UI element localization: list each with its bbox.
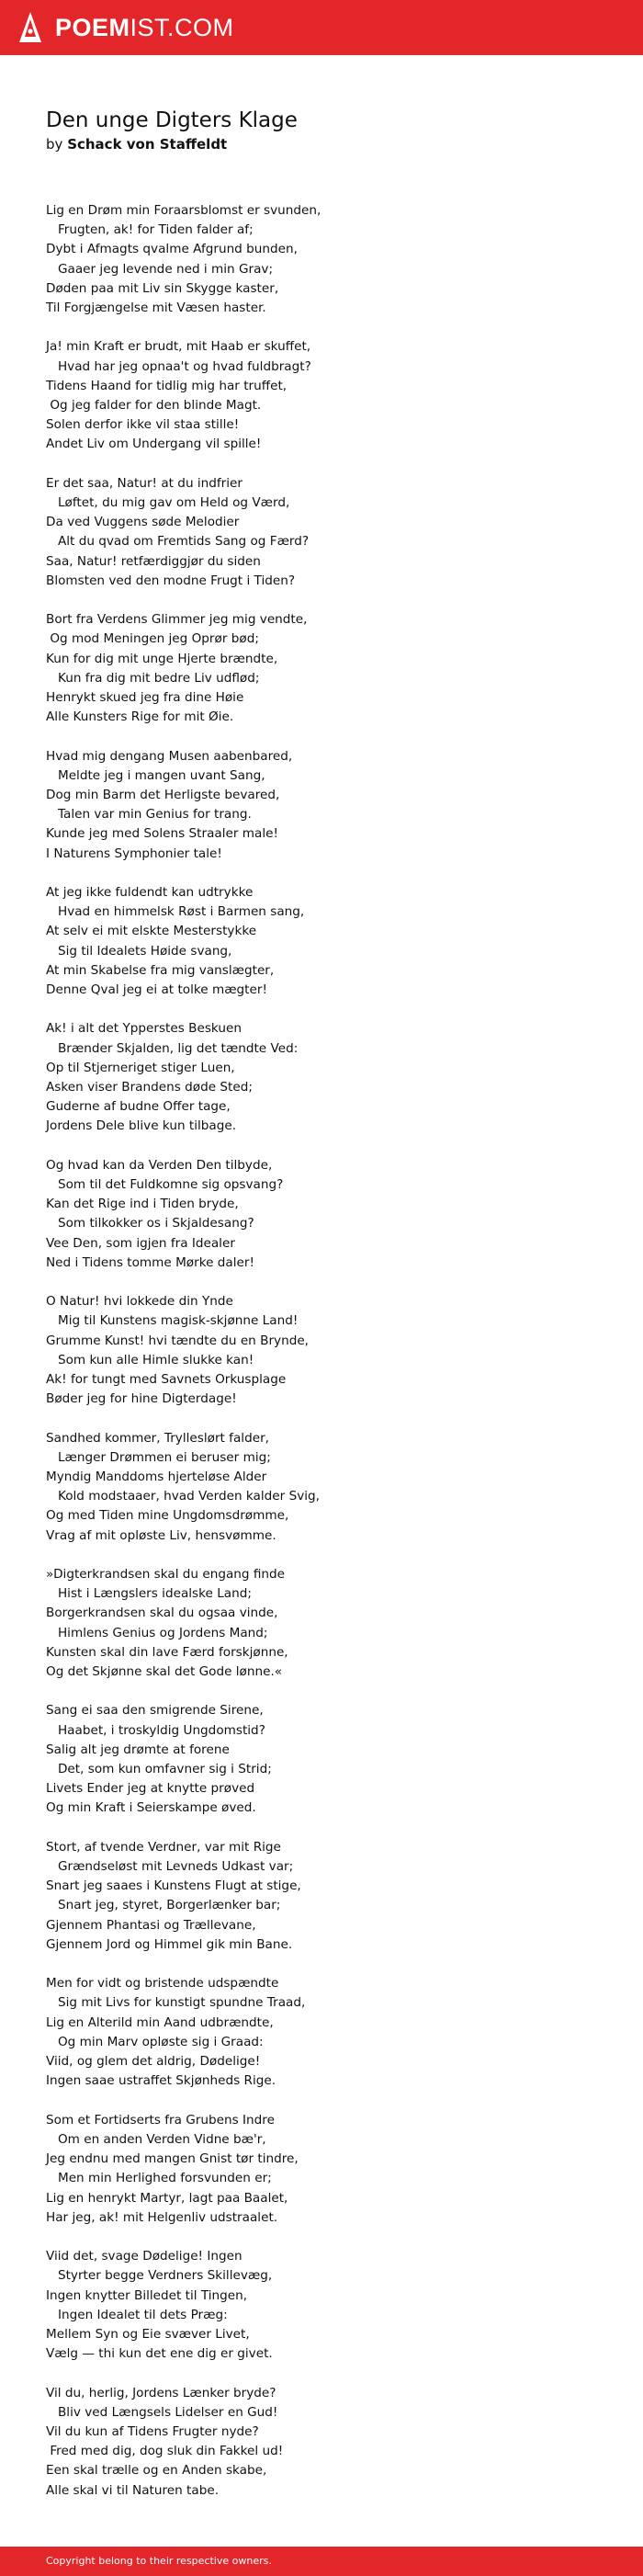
poem-line: Ned i Tidens tomme Mørke daler! — [46, 1254, 254, 1270]
poem-line: Kold modstaaer, hvad Verden kalder Svig, — [46, 1489, 320, 1504]
poem-line: Men for vidt og bristende udspændte — [46, 1976, 279, 1992]
poem-line: Henrykt skued jeg fra dine Høie — [46, 690, 244, 706]
site-footer — [0, 2547, 643, 2576]
poem-line: Hist i Længslers idealske Land; — [46, 1586, 252, 1602]
byline — [46, 135, 606, 153]
poem-line: Da ved Vuggens søde Melodier — [46, 515, 240, 530]
poem-line: Snart jeg, styret, Borgerlænker bar; — [46, 1898, 281, 1913]
poem-line: Borgerkrandsen skal du ogsaa vinde, — [46, 1606, 278, 1621]
poem-line: Sandhed kommer, Trylleslørt falder, — [46, 1430, 269, 1446]
poem-line: Viid, og glem det aldrig, Dødelige! — [46, 2054, 261, 2070]
poem-line: Døden paa mit Liv sin Skygge kaster, — [46, 280, 279, 296]
poem-line: Bøder jeg for hine Digterdage! — [46, 1391, 237, 1407]
copyright-notice: Copyright belong to their respective owners. — [46, 2555, 272, 2567]
poem-line: Dybt i Afmagts qvalme Afgrund bunden, — [46, 242, 298, 257]
poem-stanza — [46, 474, 606, 591]
poem-line: Jordens Dele blive kun tilbage. — [46, 1118, 237, 1134]
poem-stanza — [46, 610, 606, 727]
poem-stanza — [46, 1565, 606, 1682]
poem-line: Og med Tiden mine Ungdomsdrømme, — [46, 1508, 289, 1524]
poem-line: Brænder Skjalden, lig det tændte Ved: — [46, 1040, 299, 1056]
poem-line: Længer Drømmen ei beruser mig; — [46, 1449, 271, 1465]
poem-line: Grumme Kunst! hvi tændte du en Brynde, — [46, 1333, 310, 1348]
poem-line: Tidens Haand for tidlig mig har truffet, — [46, 378, 288, 393]
poem-line: Styrter begge Verdners Skillevæg, — [46, 2268, 273, 2284]
poem-line: Bliv ved Længsels Lidelser en Gud! — [46, 2404, 278, 2420]
poem-line: Kunsten skal din lave Færd forskjønne, — [46, 1644, 288, 1660]
poem-line: Alle skal vi til Naturen tabe. — [46, 2482, 220, 2498]
site-logo-text[interactable]: POEMIST.COM — [55, 14, 234, 41]
poem-line: Myndig Manddoms hjerteløse Alder — [46, 1470, 267, 1485]
poem-line: Ja! min Kraft er brudt, mit Haab er skuffet, — [46, 339, 311, 355]
poem-line: Alle Kunsters Rige for mit Øie. — [46, 709, 234, 725]
poem-line: O Natur! hvi lokkede din Ynde — [46, 1294, 233, 1310]
poem-line: Ingen knytter Billedet til Tingen, — [46, 2287, 248, 2303]
author-name[interactable]: Schack von Staffeldt — [67, 136, 228, 153]
poem-line: Lig en Alterild min Aand udbrændte, — [46, 2014, 274, 2030]
poem-line: Som tilkokker os i Skjaldesang? — [46, 1216, 254, 1231]
poem-line: At min Skabelse fra mig vanslægter, — [46, 962, 275, 978]
poem-stanza — [46, 883, 606, 1000]
poem-line: Og min Kraft i Seierskampe øved. — [46, 1800, 256, 1816]
poem-line: At selv ei mit elskte Mesterstykke — [46, 924, 257, 939]
poem-stanza — [46, 747, 606, 864]
poem-line: Kun fra dig mit bedre Liv udflød; — [46, 670, 260, 686]
poem-line: Guderne af budne Offer tage, — [46, 1099, 231, 1115]
poem-line: Grændseløst mit Levneds Udkast var; — [46, 1859, 294, 1875]
poem-line: Bort fra Verdens Glimmer jeg mig vendte, — [46, 612, 308, 628]
poem-line: Vil du kun af Tidens Frugter nyde? — [46, 2423, 259, 2439]
poem-stanza — [46, 201, 606, 318]
poem-line: Denne Qval jeg ei at tolke mægter! — [46, 982, 267, 998]
poem-line: Dog min Barm det Herligste bevared, — [46, 788, 280, 803]
poem-line: Og min Marv opløste sig i Graad: — [46, 2034, 264, 2049]
poem-line: Frugten, ak! for Tiden falder af; — [46, 222, 254, 238]
poem-stanza — [46, 1701, 606, 1818]
poem-stanza — [46, 1974, 606, 2091]
poem-line: Gaaer jeg levende ned i min Grav; — [46, 261, 274, 277]
poem-line: Saa, Natur! retfærdiggjør du siden — [46, 553, 261, 569]
poem-stanza — [46, 2247, 606, 2364]
poem-line: Stort, af tvende Verdner, var mit Rige — [46, 1839, 281, 1855]
poem-line: Gjennem Jord og Himmel gik min Bane. — [46, 1936, 293, 1952]
poem-line: Kunde jeg med Solens Straaler male! — [46, 826, 278, 842]
poem-line: Det, som kun omfavner sig i Strid; — [46, 1762, 272, 1777]
poem-line: Har jeg, ak! mit Helgenliv udstraalet. — [46, 2209, 278, 2225]
poem-line: Hvad en himmelsk Røst i Barmen sang, — [46, 904, 305, 920]
poem-line: Hvad har jeg opnaa't og hvad fuldbragt? — [46, 358, 311, 374]
poem-line: Sang ei saa den smigrende Sirene, — [46, 1703, 264, 1719]
poem-line: Ingen Idealet til dets Præg: — [46, 2307, 228, 2322]
poem-line: Er det saa, Natur! at du indfrier — [46, 475, 243, 491]
poem-line: Himlens Genius og Jordens Mand; — [46, 1625, 268, 1640]
poem-line: Andet Liv om Undergang vil spille! — [46, 437, 262, 452]
poem-stanza — [46, 1156, 606, 1273]
quill-logo-icon[interactable] — [18, 11, 42, 44]
poem-line: Alt du qvad om Fremtids Sang og Færd? — [46, 534, 310, 550]
poem-line: Vrag af mit opløste Liv, hensvømme. — [46, 1527, 276, 1543]
poem-line: Salig alt jeg drømte at forene — [46, 1742, 230, 1757]
poem-stanza — [46, 1292, 606, 1409]
poem-line: Ak! for tungt med Savnets Orkusplage — [46, 1372, 287, 1388]
poem-line: Op til Stjerneriget stiger Luen, — [46, 1060, 235, 1075]
poem-line: Meldte jeg i mangen uvant Sang, — [46, 767, 265, 783]
poem-line: Til Forgjængelse mit Væsen haster. — [46, 301, 266, 316]
poem-stanza — [46, 1429, 606, 1546]
poem-line: Løftet, du mig gav om Held og Værd, — [46, 495, 290, 511]
by-prefix: by — [46, 136, 63, 153]
poem-line: Og mod Meningen jeg Oprør bød; — [46, 631, 259, 647]
poem-line: Mig til Kunstens magisk-skjønne Land! — [46, 1313, 299, 1329]
poem-line: Ak! i alt det Ypperstes Beskuen — [46, 1021, 242, 1037]
poem-line: At jeg ikke fuldendt kan udtrykke — [46, 885, 254, 901]
poem-stanza — [46, 2111, 606, 2228]
poem-line: Solen derfor ikke vil staa stille! — [46, 417, 240, 433]
poem-line: Lig en henrykt Martyr, lagt paa Baalet, — [46, 2190, 288, 2206]
poem-line: Vælg — thi kun det ene dig er givet. — [46, 2346, 273, 2362]
poem-line: Blomsten ved den modne Frugt i Tiden? — [46, 573, 296, 588]
poem-line: Jeg endnu med mangen Gnist tør tindre, — [46, 2151, 299, 2167]
poem-line: Som til det Fuldkomne sig opsvang? — [46, 1177, 284, 1193]
poem-article — [46, 107, 606, 2520]
poem-line: I Naturens Symphonier tale! — [46, 845, 222, 861]
poem-title: Den unge Digters Klage — [46, 108, 298, 132]
poem-line: Og det Skjønne skal det Gode lønne.« — [46, 1664, 283, 1680]
poem-line: Som et Fortidserts fra Grubens Indre — [46, 2112, 275, 2128]
poem-line: Og hvad kan da Verden Den tilbyde, — [46, 1157, 273, 1173]
poem-line: Talen var min Genius for trang. — [46, 807, 252, 823]
poem-line: Vee Den, som igjen fra Idealer — [46, 1235, 235, 1251]
poem-body — [46, 201, 606, 2501]
poem-line: Livets Ender jeg at knytte prøved — [46, 1781, 255, 1797]
poem-stanza — [46, 1019, 606, 1136]
poem-line: Og jeg falder for den blinde Magt. — [46, 398, 262, 414]
poem-stanza — [46, 1838, 606, 1955]
poem-stanza — [46, 337, 606, 454]
poem-line: Haabet, i troskyldig Ungdomstid? — [46, 1722, 265, 1738]
poem-line: »Digterkrandsen skal du engang finde — [46, 1567, 286, 1583]
poem-line: Een skal trælle og en Anden skabe, — [46, 2463, 267, 2479]
poem-line: Om en anden Verden Vidne bæ'r, — [46, 2131, 266, 2147]
poem-line: Ingen saae ustraffet Skjønheds Rige. — [46, 2073, 276, 2089]
poem-line: Lig en Drøm min Foraarsblomst er svunden, — [46, 203, 322, 218]
poem-line: Kan det Rige ind i Tiden bryde, — [46, 1197, 239, 1212]
poem-line: Sig mit Livs for kunstigt spundne Traad, — [46, 1995, 306, 2011]
poem-line: Asken viser Brandens døde Sted; — [46, 1080, 253, 1095]
poem-line: Vil du, herlig, Jordens Lænker bryde? — [46, 2385, 276, 2400]
poem-line: Snart jeg saaes i Kunstens Flugt at stige, — [46, 1878, 301, 1894]
poem-line: Men min Herlighed forsvunden er; — [46, 2171, 272, 2186]
poem-line: Mellem Syn og Eie svæver Livet, — [46, 2326, 250, 2342]
poem-line: Hvad mig dengang Musen aabenbared, — [46, 748, 293, 764]
poem-line: Sig til Idealets Høide svang, — [46, 943, 232, 959]
poem-line: Viid det, svage Dødelige! Ingen — [46, 2249, 243, 2264]
poem-stanza — [46, 2384, 606, 2501]
poem-line: Kun for dig mit unge Hjerte brændte, — [46, 651, 278, 666]
poem-line: Gjennem Phantasi og Trællevane, — [46, 1917, 256, 1933]
poem-line: Som kun alle Himle slukke kan! — [46, 1352, 254, 1367]
site-header — [0, 0, 643, 55]
poem-line: Fred med dig, dog sluk din Fakkel ud! — [46, 2444, 284, 2459]
